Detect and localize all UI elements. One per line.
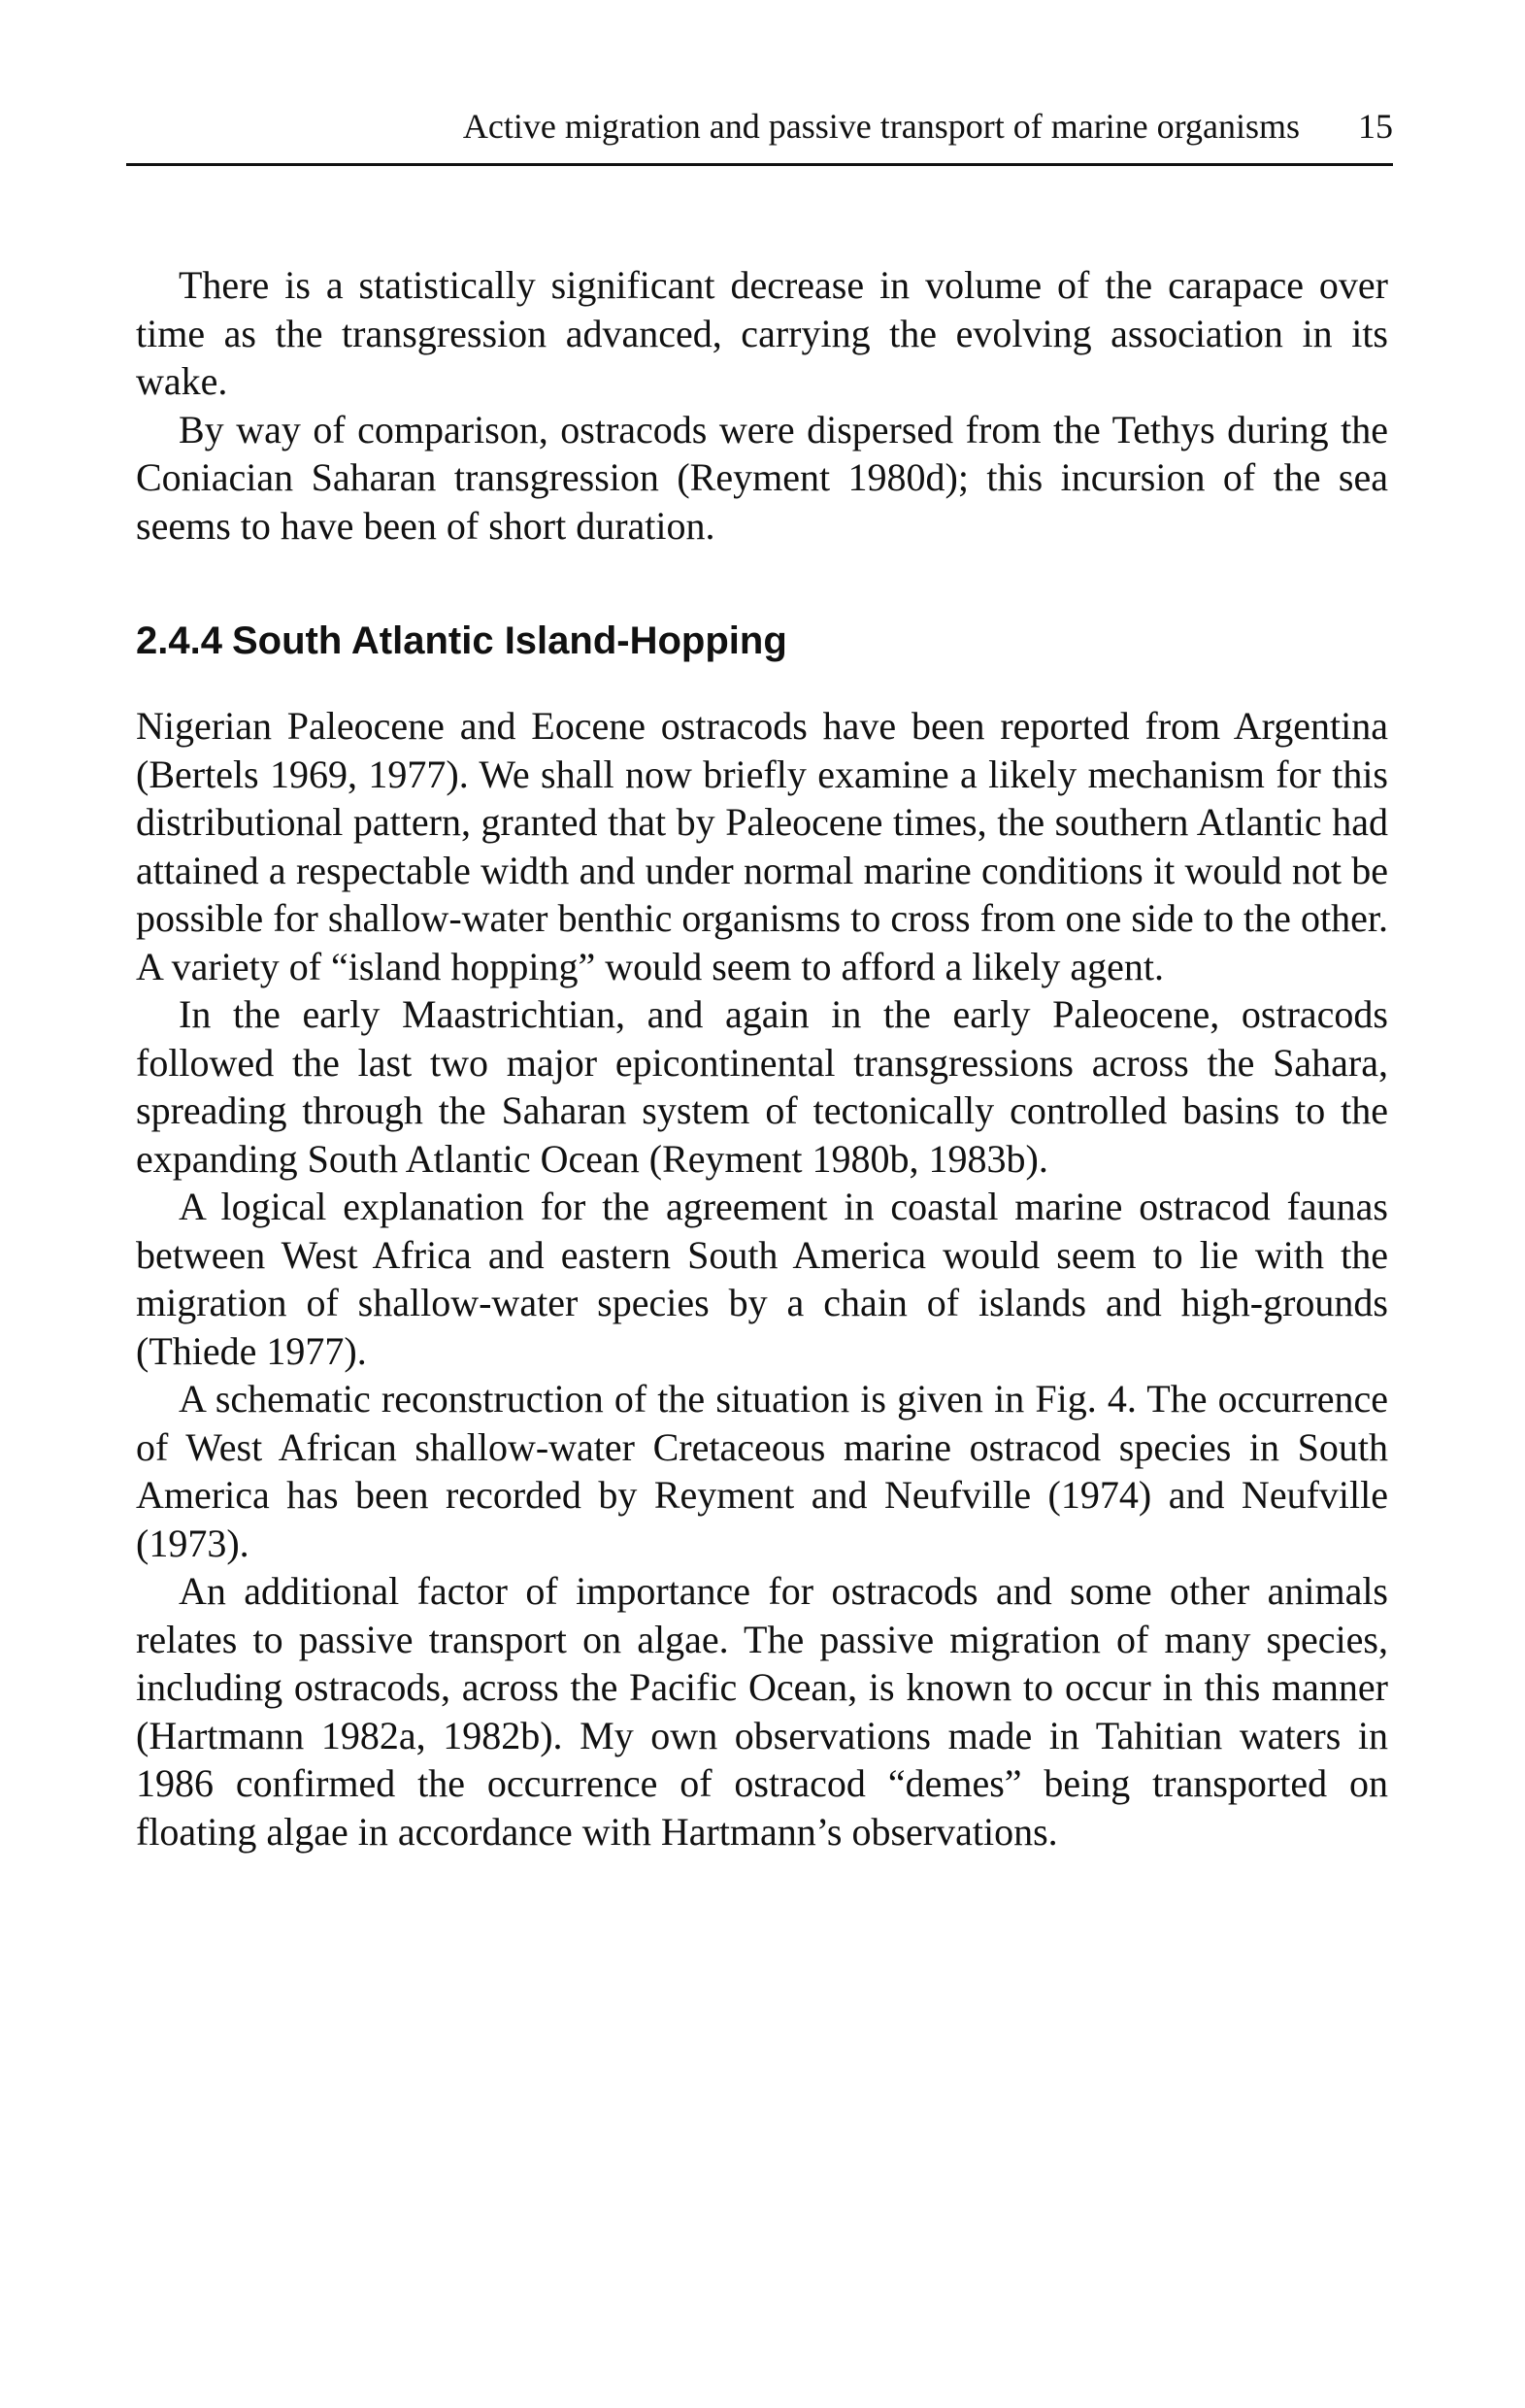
paragraph: There is a statistically significant decrease in volume of the carapace over time as the transgression advanced, carrying the evolving association in its wake.	[136, 263, 1388, 403]
section-number: 2.4.4	[136, 619, 222, 662]
running-head-title: Active migration and passive transport of marine organisms	[462, 107, 1300, 146]
running-head	[126, 101, 1393, 151]
paragraph: A schematic reconstruction of the situation is given in Fig. 4. The occurrence of West African shallow-water Cretaceous marine ostracod species in South America has been recorded by Reyment and Neufville (1974) and Neufville (1973).	[136, 1377, 1388, 1565]
header-rule	[126, 163, 1393, 166]
section-title: South Atlantic Island-Hopping	[231, 619, 787, 662]
page-number: 15	[1358, 107, 1393, 146]
paragraph: A logical explanation for the agreement in coastal marine ostracod faunas between West Africa and eastern South America would seem to lie with the migration of shallow-water species by a chain of islands and high-grounds (Thiede 1977).	[136, 1185, 1388, 1373]
paragraph: An additional factor of importance for ostracods and some other animals relates to passive transport on algae. The passive migration of many species, including ostracods, across the Pacific Ocean, is known to occur in this manner (Hartmann 1982a, 1982b). My own observations made in Tahitian waters in 1986 confirmed the occurrence of ostracod “demes” being transported on floating algae in accordance with Hartmann’s observations.	[136, 1569, 1388, 1854]
paragraph: By way of comparison, ostracods were dispersed from the Tethys during the Coniacian Saharan transgression (Reyment 1980d); this incursion of the sea seems to have been of short duration.	[136, 407, 1388, 548]
paragraph: In the early Maastrichtian, and again in the early Paleocene, ostracods followed the last two major epicontinental transgressions across the Sahara, spreading through the Saharan system of tectonically controlled basins to the expanding South Atlantic Ocean (Reyment 1980b, 1983b).	[136, 992, 1388, 1181]
body-text	[136, 261, 1388, 1856]
section-heading	[136, 618, 1388, 664]
paragraph: Nigerian Paleocene and Eocene ostracods have been reported from Argentina (Bertels 1969, 1977). We shall now briefly examine a likely mechanism for this distributional pattern, granted that by Paleocene times, the southern Atlantic had attained a respectable width and under normal marine conditions it would not be possible for shallow-water benthic organisms to cross from one side to the other. A variety of “island hopping” would seem to afford a likely agent.	[136, 704, 1388, 988]
